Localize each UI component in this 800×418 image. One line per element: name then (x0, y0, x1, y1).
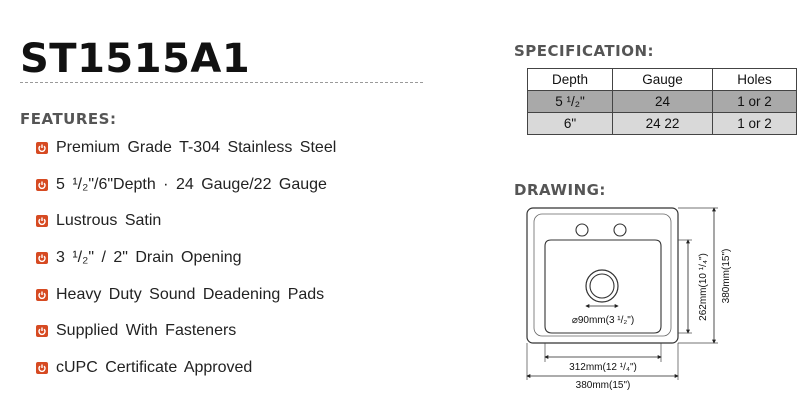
feature-text: 5 ¹/₂"/6"Depth · 24 Gauge/22 Gauge (56, 175, 327, 193)
feature-text: Supplied With Fasteners (56, 322, 237, 340)
feature-text: cUPC Certificate Approved (56, 358, 253, 376)
inner-depth-label: 262mm(10 ¹/₄") (698, 253, 709, 321)
drain-dimension-label: ⌀90mm(3 ¹/₂") (571, 315, 635, 326)
table-cell: 6" (528, 113, 613, 135)
drawing-heading: DRAWING: (514, 181, 606, 199)
outer-width-label: 380mm(15") (575, 380, 631, 391)
feature-text: Premium Grade T-304 Stainless Steel (56, 139, 337, 157)
model-title: ST1515A1 (20, 36, 251, 82)
table-cell: 1 or 2 (713, 113, 797, 135)
table-cell: 24 (613, 91, 713, 113)
feature-text: Lustrous Satin (56, 212, 162, 230)
features-heading: FEATURES: (20, 110, 117, 128)
column-header-depth: Depth (528, 69, 613, 91)
table-cell: 5 ¹/₂" (528, 91, 613, 113)
table-cell: 1 or 2 (713, 91, 797, 113)
inner-width-label: 312mm(12 ¹/₄") (569, 362, 637, 373)
column-header-gauge: Gauge (613, 69, 713, 91)
feature-text: 3 ¹/₂" / 2" Drain Opening (56, 249, 242, 267)
outer-depth-label: 380mm(15") (721, 248, 732, 304)
feature-text: Heavy Duty Sound Deadening Pads (56, 285, 325, 303)
column-header-holes: Holes (713, 69, 797, 91)
specification-heading: SPECIFICATION: (514, 42, 655, 60)
table-cell: 24 22 (613, 113, 713, 135)
drain-opening (586, 270, 618, 302)
